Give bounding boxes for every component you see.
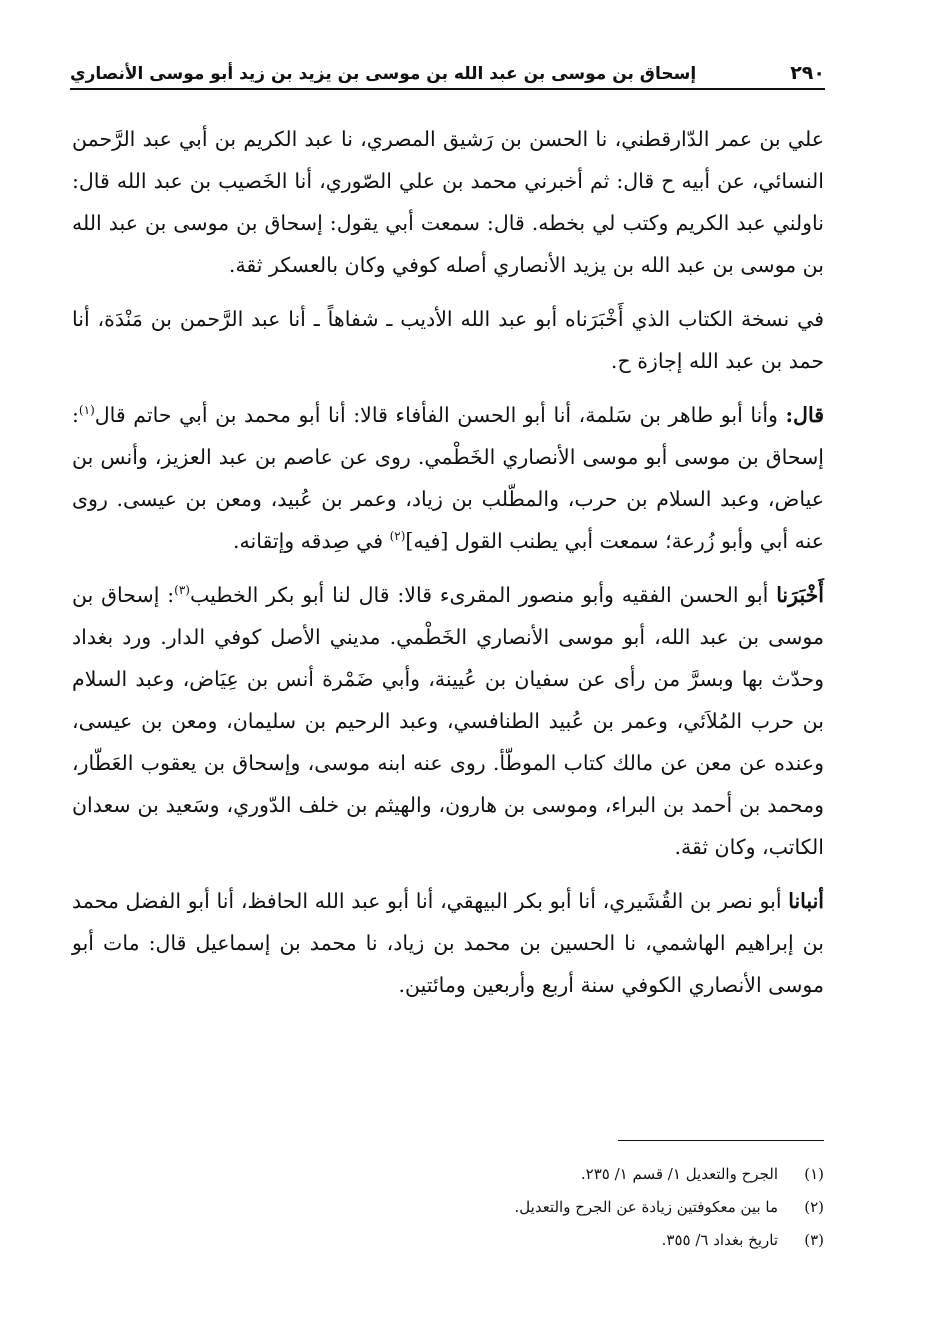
paragraph-text: في صِدقه وإتقانه.	[233, 529, 390, 553]
paragraph-2	[72, 298, 824, 382]
footnote-number: (١)	[804, 1165, 824, 1183]
paragraph-3	[72, 394, 824, 562]
footnote-number: (٣)	[804, 1231, 824, 1249]
footnote-item	[72, 1191, 824, 1224]
footnote-number: (٢)	[804, 1198, 824, 1216]
paragraph-1	[72, 118, 824, 286]
paragraph-5	[72, 880, 824, 1006]
footnote-divider	[618, 1140, 824, 1141]
paragraph-text: علي بن عمر الدّارقطني، نا الحسن بن رَشيق المصري، نا عبد الكريم بن أبي عبد الرَّحمن النسائي، عن أبيه ح قال: ثم أخبرني محمد بن علي الصّوري، أنا الخَصيب بن عبد الله قال: ناولني عبد الكريم وكتب لي بخطه. قال: سمعت أبي يقول: إسحاق بن موسى بن عبد الله بن موسى بن عبد الله بن يزيد الأنصاري أصله كوفي وكان بالعسكر ثقة.	[72, 127, 824, 277]
paragraph-text: أبو الحسن الفقيه وأبو منصور المقرىء قالا: قال لنا أبو بكر الخطيب	[189, 583, 777, 607]
paragraph-text: : إسحاق بن موسى بن عبد الله، أبو موسى الأنصاري الخَطْمي. مديني الأصل كوفي الدار. ورد بغداد وحدّث بها وبسرَّ من رأى عن سفيان بن عُيينة، وأبي ضَمْرة أنس بن عِيَاض، وعبد السلام بن حرب المُلاَئي، وعمر بن عُبيد الطنافسي، وعبد الرحيم بن سليمان، ومعن بن عيسى، وعنده عن معن عن مالك كتاب الموطّأ. روى عنه ابنه موسى، وإسحاق بن يعقوب العَطّار، ومحمد بن أحمد بن البراء، وموسى بن هارون، والهيثم بن خلف الدّوري، وسَعيد بن سعدان الكاتب، وكان ثقة.	[72, 583, 824, 859]
page-header	[70, 52, 825, 90]
footnote-ref: (٢)	[389, 529, 406, 544]
paragraph-4	[72, 574, 824, 868]
paragraph-lead-word: أَخْبَرَنا	[776, 583, 825, 607]
footnote-text: تاريخ بغداد ٦/ ٣٥٥.	[661, 1231, 778, 1249]
running-title: إسحاق بن موسى بن عبد الله بن موسى بن يزيد بن زيد أبو موسى الأنصاري	[70, 64, 697, 84]
footnote-ref: (١)	[78, 403, 95, 418]
footnote-list	[72, 1158, 824, 1257]
footnote-text: الجرح والتعديل ١/ قسم ١/ ٢٣٥.	[580, 1165, 778, 1183]
paragraph-text: وأنا أبو طاهر بن سَلمة، أنا أبو الحسن الفأفاء قالا: أنا أبو محمد بن أبي حاتم قال	[94, 403, 786, 427]
paragraph-text: أبو نصر بن القُشَيري، أنا أبو بكر البيهقي، أنا أبو عبد الله الحافظ، أنا أبو الفضل محمد بن إبراهيم الهاشمي، نا الحسين بن محمد بن زياد، نا محمد بن إسماعيل قال: مات أبو موسى الأنصاري الكوفي سنة أربع وأربعين ومائتين.	[72, 889, 824, 997]
footnote-item	[72, 1158, 824, 1191]
footnote-ref: (٣)	[174, 583, 190, 598]
footnote-text: ما بين معكوفتين زيادة عن الجرح والتعديل.	[514, 1198, 778, 1216]
paragraph-lead-word: أنبانا	[788, 889, 824, 913]
main-text	[72, 118, 824, 1018]
paragraph-lead-word: قال:	[785, 403, 824, 427]
paragraph-text: في نسخة الكتاب الذي أَخْبَرَناه أبو عبد الله الأديب ـ شفاهاً ـ أنا عبد الرَّحمن بن مَنْدَة، أنا حمد بن عبد الله إجازة ح.	[72, 307, 824, 373]
footnote-item	[72, 1224, 824, 1257]
page-number: ٢٩٠	[790, 62, 825, 84]
paragraph-text: : إسحاق بن موسى أبو موسى الأنصاري الخَطْمي. روى عن عاصم بن عبد العزيز، وأنس بن عياض، وعبد السلام بن حرب، والمطّلب بن زياد، وعمر بن عُبيد، ومعن بن عيسى. روى عنه أبي وأبو زُرعة؛ سمعت أبي يطنب القول [فيه]	[72, 403, 824, 553]
